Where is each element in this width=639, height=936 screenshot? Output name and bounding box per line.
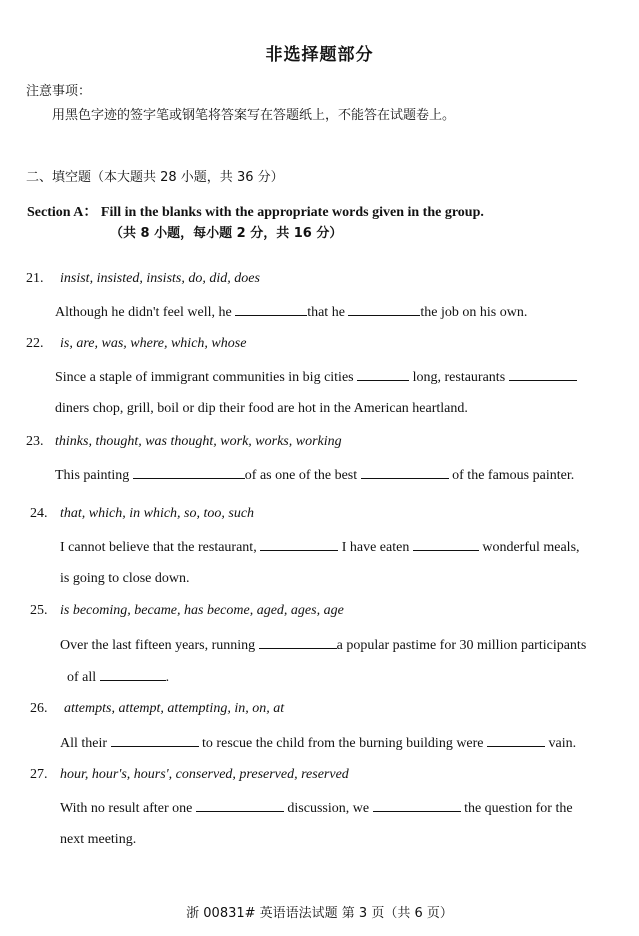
question-sentence-cont: diners chop, grill, boil or dip their food are hot in the American heartland. [55,401,468,416]
sentence-part: Although he didn't feel well, he [55,305,236,320]
question-options: attempts, attempt, attempting, in, on, at [64,701,285,716]
sentence-part: Since a staple of immigrant communities in big cities [55,370,358,385]
answer-blank [509,368,577,381]
answer-blank [413,538,479,551]
notice-label: 注意事项： [26,84,92,99]
section-a-title: Section A： Fill in the blanks with the appropriate words given in the group. [27,205,484,220]
page-footer: 浙 00831# 英语语法试题 第 3 页（共 6 页） [186,906,453,921]
question-number: 21. [26,271,44,286]
sentence-part: wonderful meals, [478,540,580,555]
notice-text: 用黑色字迹的签字笔或钢笔将答案写在答题纸上，不能答在试题卷上。 [52,108,456,123]
question-sentence-cont: next meeting. [60,832,137,847]
question-sentence [60,734,576,752]
question-options: thinks, thought, was thought, work, works, working [55,434,342,449]
question-sentence [60,538,580,556]
sentence-part: . [165,670,170,685]
sentence-part: the job on his own. [420,305,528,320]
sentence-part: of all [67,670,100,685]
sentence-part: Over the last fifteen years, running [60,638,259,653]
sentence-part: that he [307,305,349,320]
sentence-part: With no result after one [60,801,196,816]
question-number: 25. [30,603,48,618]
answer-blank [100,668,166,681]
question-options: hour, hour's, hours', conserved, preserved, reserved [60,767,349,782]
question-number: 27. [30,767,48,782]
sentence-part: a popular pastime for 30 million participants [336,638,587,653]
sentence-part: of the famous painter. [448,468,575,483]
answer-blank [373,799,461,812]
section-a-subtitle: （共 8 小题，每小题 2 分，共 16 分） [110,226,343,241]
question-sentence-cont [67,668,169,686]
sentence-part: to rescue the child from the burning building were [198,736,488,751]
answer-blank [196,799,284,812]
section-heading: 二、填空题（本大题共 28 小题，共 36 分） [26,170,284,185]
sentence-part: long, restaurants [409,370,509,385]
question-number: 24. [30,506,48,521]
question-options: insist, insisted, insists, do, did, does [60,271,260,286]
question-options: is, are, was, where, which, whose [60,336,247,351]
sentence-part: discussion, we [283,801,373,816]
question-sentence [55,466,574,484]
answer-blank [260,538,338,551]
sentence-part: of as one of the best [244,468,361,483]
question-sentence [55,303,527,321]
question-sentence-cont: is going to close down. [60,571,190,586]
question-number: 22. [26,336,44,351]
question-options: is becoming, became, has become, aged, ages, age [60,603,344,618]
sentence-part: the question for the [460,801,573,816]
answer-blank [357,368,409,381]
answer-blank [487,734,545,747]
answer-blank [361,466,449,479]
question-sentence [60,636,586,654]
sentence-part: I have eaten [338,540,413,555]
question-sentence [60,799,573,817]
answer-blank [235,303,307,316]
question-number: 26. [30,701,48,716]
answer-blank [348,303,420,316]
question-options: that, which, in which, so, too, such [60,506,255,521]
answer-blank [259,636,337,649]
sentence-part: All their [60,736,111,751]
sentence-part: vain. [545,736,577,751]
sentence-part: This painting [55,468,133,483]
answer-blank [111,734,199,747]
question-sentence [55,368,577,386]
question-number: 23. [26,434,44,449]
sentence-part: I cannot believe that the restaurant, [60,540,261,555]
page-title: 非选择题部分 [265,45,374,65]
answer-blank [133,466,245,479]
